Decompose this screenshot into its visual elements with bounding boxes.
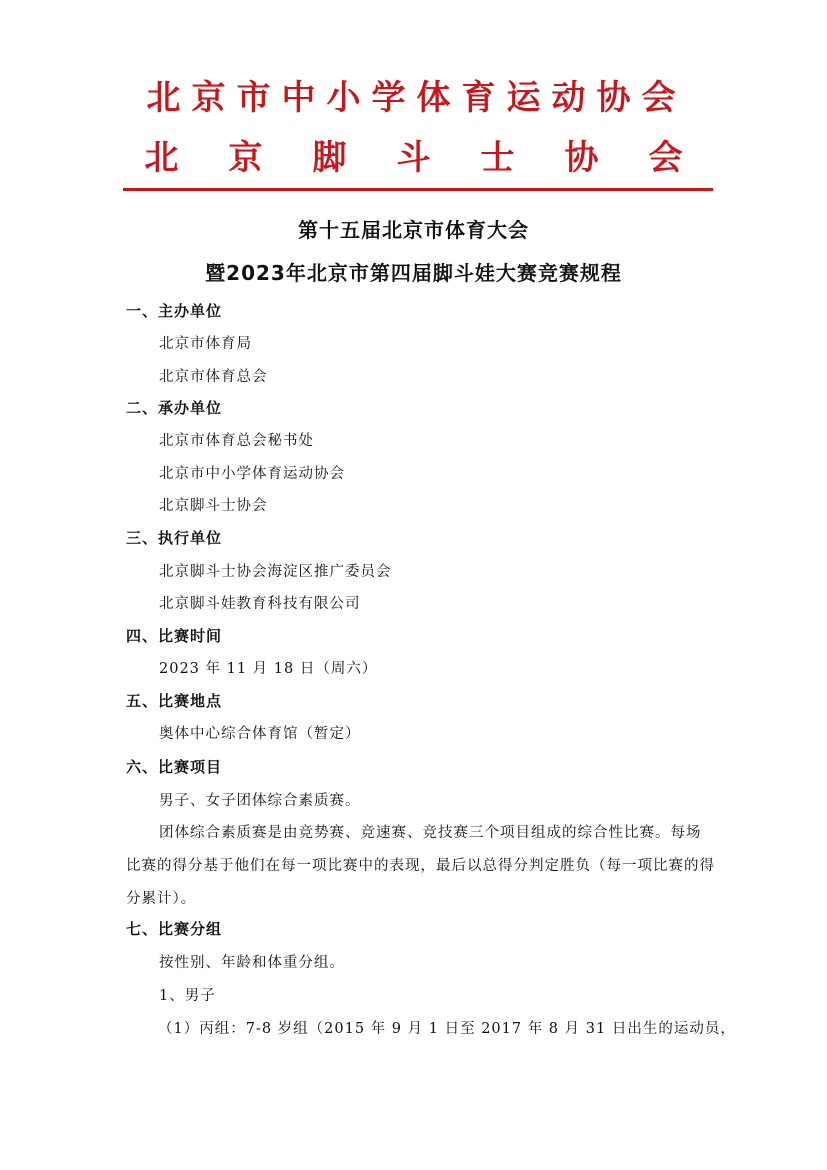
header-org-line-1: 北京市中小学体育运动协会 (146, 78, 687, 118)
header-org-line-2-char: 斗 (396, 138, 431, 178)
executor-item: 北京脚斗娃教育科技有限公司 (159, 596, 361, 612)
organizer-item: 北京市体育总会 (159, 369, 268, 385)
section-heading-groups: 七、比赛分组 (126, 920, 223, 938)
groups-item: 按性别、年龄和体重分组。 (159, 955, 345, 971)
header-org-line-2-char: 士 (480, 138, 515, 178)
host-item: 北京市体育总会秘书处 (159, 433, 314, 449)
header-divider (123, 188, 713, 191)
section-heading-executor: 三、执行单位 (126, 529, 223, 547)
section-heading-time: 四、比赛时间 (126, 627, 223, 645)
section-heading-host: 二、承办单位 (126, 399, 223, 417)
time-item: 2023 年 11 月 18 日（周六） (159, 661, 378, 677)
host-item: 北京市中小学体育运动协会 (159, 466, 345, 482)
organizer-item: 北京市体育局 (159, 336, 252, 352)
document-title-line-1: 第十五届北京市体育大会 (298, 218, 529, 242)
header-org-line-2-char: 北 (144, 138, 179, 178)
header-org-line-2-char: 脚 (312, 138, 347, 178)
executor-item: 北京脚斗士协会海淀区推广委员会 (159, 564, 392, 580)
header-org-line-2-char: 京 (228, 138, 263, 178)
section-heading-organizer: 一、主办单位 (126, 302, 223, 320)
header-org-line-2-char: 会 (648, 138, 683, 178)
venue-item: 奥体中心综合体育馆（暂定） (159, 726, 361, 742)
groups-item: （1）丙组：7-8 岁组（2015 年 9 月 1 日至 2017 年 8 月 31 日出生的运动员， (158, 1021, 736, 1037)
host-item: 北京脚斗士协会 (159, 498, 268, 514)
section-heading-venue: 五、比赛地点 (126, 692, 223, 710)
events-item: 男子、女子团体综合素质赛。 (159, 793, 361, 809)
events-description: 团体综合素质赛是由竞势赛、竞速赛、竞技赛三个项目组成的综合性比赛。每场比赛的得分基于他们在每一项比赛中的表现，最后以总得分判定胜负（每一项比赛的得分累计）。 (126, 825, 715, 907)
document-title-line-2: 暨2023年北京市第四届脚斗娃大赛竞赛规程 (205, 261, 622, 285)
groups-item: 1、男子 (159, 988, 216, 1004)
section-heading-events: 六、比赛项目 (126, 758, 223, 776)
header-org-line-2 (0, 138, 827, 178)
header-org-line-2-char: 协 (564, 138, 599, 178)
